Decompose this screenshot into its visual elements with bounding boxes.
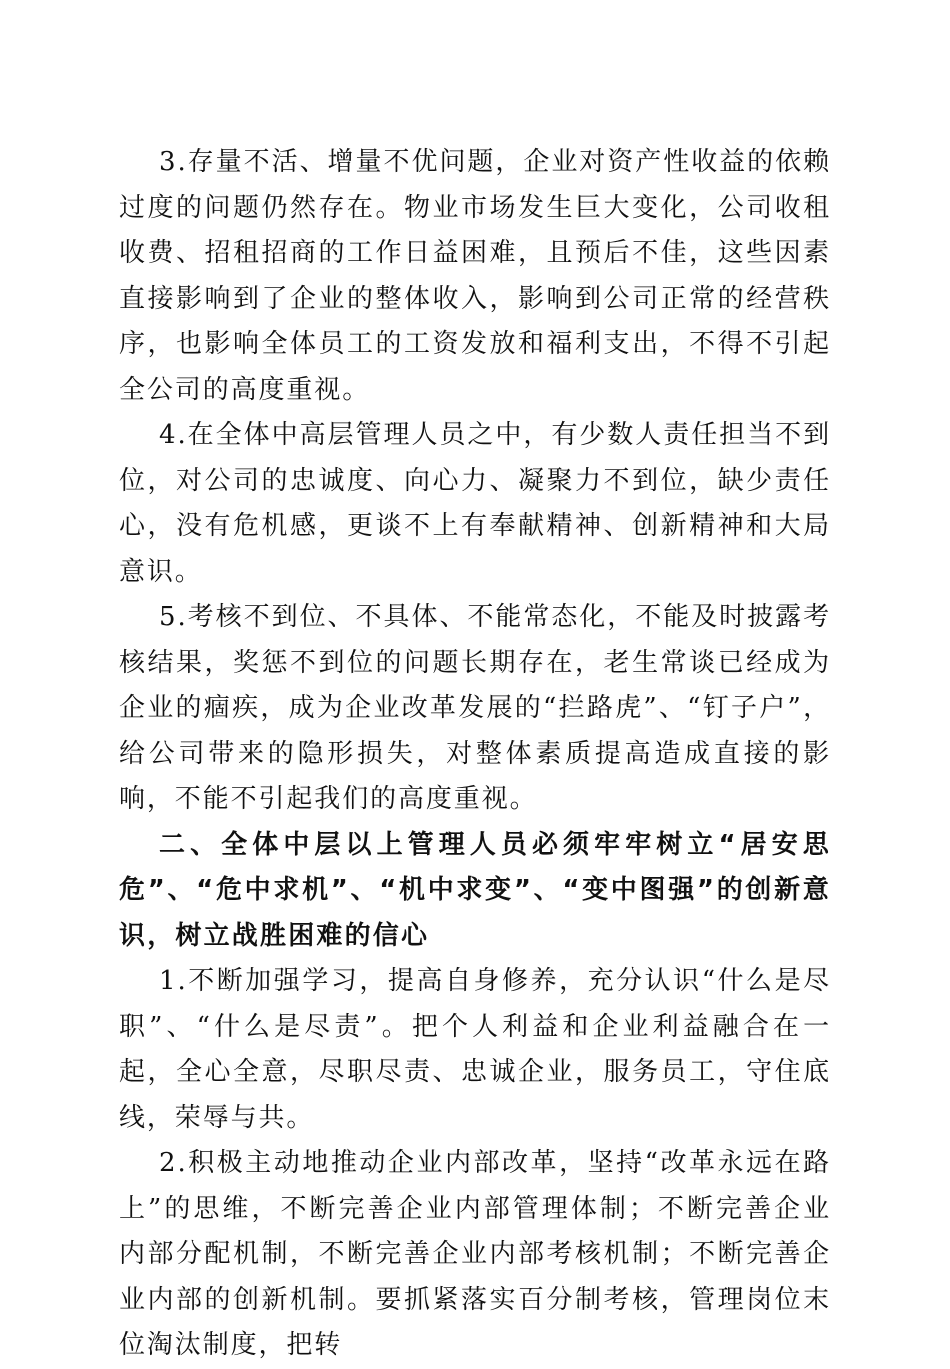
paragraph-4: 4.在全体中高层管理人员之中，有少数人责任担当不到位，对公司的忠诚度、向心力、凝聚力不到位，缺少责任心，没有危机感，更谈不上有奉献精神、创新精神和大局意识。 (119, 420, 831, 587)
paragraph-2-1: 1.不断加强学习，提高自身修养，充分认识“什么是尽职”、“什么是尽责”。把个人利益和企业利益融合在一起，全心全意，尽职尽责、忠诚企业，服务员工，守住底线，荣辱与共。 (119, 966, 831, 1133)
document-body (119, 140, 831, 1369)
paragraph-5: 5.考核不到位、不具体、不能常态化，不能及时披露考核结果，奖惩不到位的问题长期存在，老生常谈已经成为企业的痼疾，成为企业改革发展的“拦路虎”、“钉子户”，给公司带来的隐形损失，对整体素质提高造成直接的影响，不能不引起我们的高度重视。 (119, 602, 831, 814)
paragraph-2-2: 2.积极主动地推动企业内部改革，坚持“改革永远在路上”的思维，不断完善企业内部管理体制；不断完善企业内部分配机制，不断完善企业内部考核机制；不断完善企业内部的创新机制。要抓紧落实百分制考核，管理岗位末位淘汰制度，把转 (119, 1148, 831, 1360)
section-heading-2: 二、全体中层以上管理人员必须牢牢树立“居安思危”、“危中求机”、“机中求变”、“变中图强”的创新意识，树立战胜困难的信心 (119, 829, 831, 951)
paragraph-3: 3.存量不活、增量不优问题，企业对资产性收益的依赖过度的问题仍然存在。物业市场发生巨大变化，公司收租收费、招租招商的工作日益困难，且预后不佳，这些因素直接影响到了企业的整体收入，影响到公司正常的经营秩序，也影响全体员工的工资发放和福利支出，不得不引起全公司的高度重视。 (119, 147, 831, 405)
